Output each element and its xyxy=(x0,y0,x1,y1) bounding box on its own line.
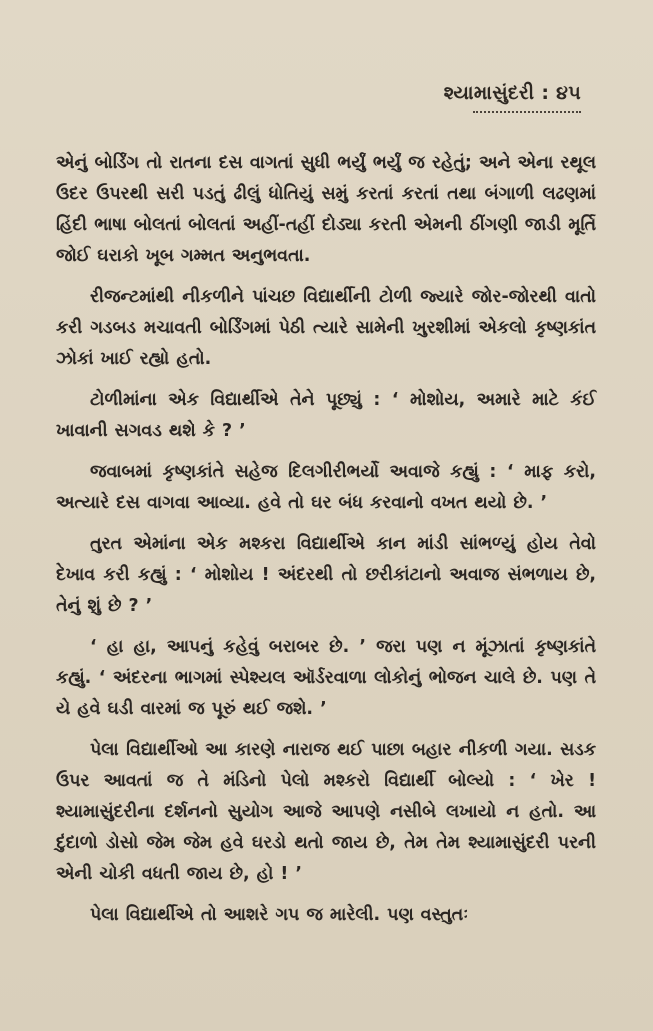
paragraph-2: રીજન્ટમાંથી નીકળીને પાંચછ વિદ્યાર્થીની ટોળી જ્યારે જોર-જોરથી વાતો કરી ગડબડ મચાવતી બોર્ડિંગમાં પેઠી ત્યારે સામેની ખુરશીમાં એકલો કૃષ્ણકાંત ઝોકાં ખાઈ રહ્યો હતો. xyxy=(56,287,596,369)
header-wavy-rule xyxy=(473,108,581,113)
page-header xyxy=(444,82,581,113)
paragraph-3: ટોળીમાંના એક વિદ્યાર્થીએ તેને પૂછ્યું : ‘ મોશોય, અમારે માટે કંઈ ખાવાની સગવડ થશે કે ? ’ xyxy=(56,390,596,441)
paragraph-4: જવાબમાં કૃષ્ણકાંતે સહેજ દિલગીરીભર્યો અવાજે કહ્યું : ‘ માફ કરો, અત્યારે દસ વાગવા આવ્યા. હવે તો ઘર બંધ કરવાનો વખત થયો છે. ’ xyxy=(56,462,596,513)
paragraph-8: પેલા વિદ્યાર્થીએ તો આશરે ગપ જ મારેલી. પણ વસ્તુતઃ xyxy=(90,905,469,925)
paragraph-1: એનું બોર્ડિંગ તો રાતના દસ વાગતાં સુધી ભર્યું ભર્યું જ રહેતું; અને એના રથૂલ ઉદર ઉપરથી સરી પડતું ઢીલું ધોતિયું સમું કરતાં કરતાં તથા બંગાળી લઢણમાં હિંદી ભાષા બોલતાં બોલતાં અહીં-તહીં દોડ્યા કરતી એમની ઠીંગણી જાડી મૂર્તિ જોઈ ઘરાકો ખૂબ ગમ્મત અનુભવતા. xyxy=(56,153,596,266)
running-title: શ્યામાસુંદરી : ૪૫ xyxy=(443,82,581,104)
page-body xyxy=(56,148,596,941)
paragraph-6: ‘ હા હા, આપનું કહેવું બરાબર છે. ’ જરા પણ ન મૂંઝાતાં કૃષ્ણકાંતે કહ્યું. ‘ અંદરના ભાગમાં સ્પેશ્યલ ઑર્ડરવાળા લોકોનું ભોજન ચાલે છે. પણ તે યે હવે ઘડી વારમાં જ પૂરું થઈ જશે. ’ xyxy=(56,637,596,719)
paragraph-7: પેલા વિદ્યાર્થીઓ આ કારણે નારાજ થઈ પાછા બહાર નીકળી ગયા. સડક ઉપર આવતાં જ તે મંડિનો પેલો મશ્કરો વિદ્યાર્થી બોલ્યો : ‘ ખેર ! શ્યામાસુંદરીના દર્શનનો સુયોગ આજે આપણે નસીબે લખાયો ન હતો. આ દુંદાળો ડોસો જેમ જેમ હવે ઘરડો થતો જાય છે, તેમ તેમ શ્યામાસુંદરી પરની એની ચોકી વધતી જાય છે, હો ! ’ xyxy=(56,740,596,884)
paragraph-5: તુરત એમાંના એક મશ્કરા વિદ્યાર્થીએ કાન માંડી સાંભળ્યું હોય તેવો દેખાવ કરી કહ્યું : ‘ મોશોય ! અંદરથી તો છરીકાંટાનો અવાજ સંભળાય છે, તેનું શું છે ? ’ xyxy=(56,534,596,616)
